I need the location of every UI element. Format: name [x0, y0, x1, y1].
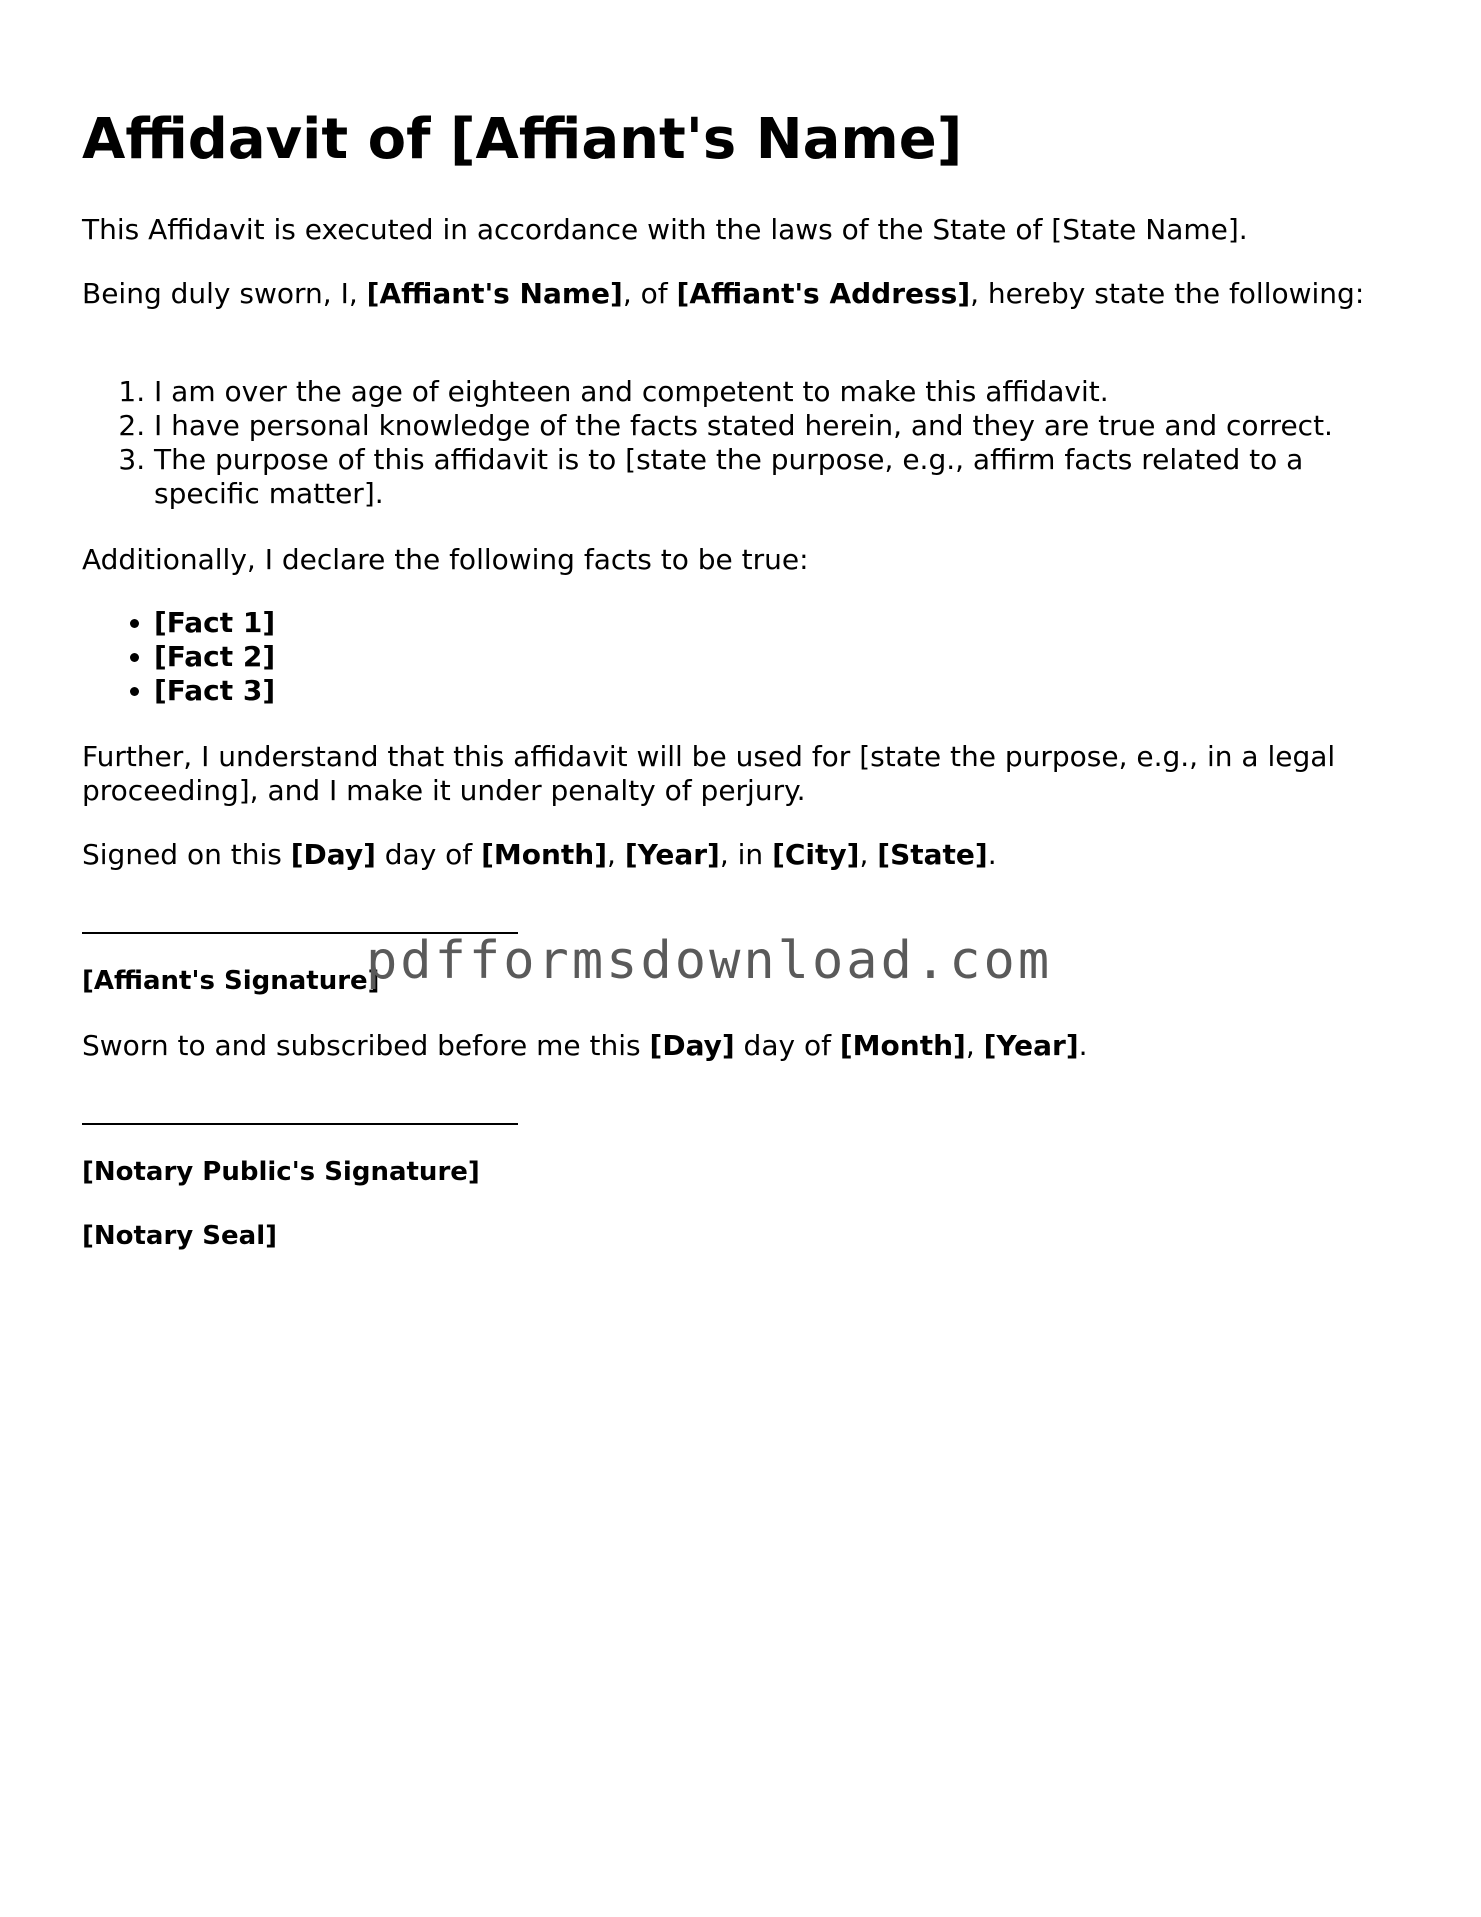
subscribed-prefix: Sworn to and subscribed before me this — [82, 1029, 650, 1062]
signed-month: [Month] — [481, 838, 608, 871]
fact-item: • [Fact 3] — [154, 674, 1412, 708]
subscribed-year: [Year] — [983, 1029, 1079, 1062]
facts-list — [82, 606, 1412, 708]
subscribed-paragraph — [82, 1029, 1412, 1063]
subscribed-end: . — [1078, 1029, 1088, 1062]
fact-item: • [Fact 2] — [154, 640, 1412, 674]
statement-item: 2. I have personal knowledge of the facts stated herein, and they are true and correct. — [154, 409, 1412, 443]
further-paragraph: Further, I understand that this affidavit will be used for [state the purpose, e.g., in a legal proceeding], and I make it under penalty of perjury. — [82, 740, 1336, 807]
affiant-signature-text: [Affiant's Signature] — [82, 966, 380, 996]
watermark: pdfformsdownload.com — [366, 931, 1053, 991]
signed-year: [Year] — [624, 838, 720, 871]
signed-day: [Day] — [290, 838, 376, 871]
notary-seal-label — [82, 1219, 1412, 1253]
affiant-name: [Affiant's Name] — [366, 277, 623, 310]
sworn-suffix: , hereby state the following: — [970, 277, 1365, 310]
signed-city: [City] — [772, 838, 860, 871]
signed-state: [State] — [877, 838, 988, 871]
statement-item: 1. I am over the age of eighteen and competent to make this affidavit. — [154, 375, 1412, 409]
statement-item: 3. The purpose of this affidavit is to [state the purpose, e.g., affirm facts related to a specific matter]. — [154, 443, 1412, 511]
subscribed-day: [Day] — [649, 1029, 735, 1062]
signed-day-of: day of — [375, 838, 482, 871]
signed-prefix: Signed on this — [82, 838, 291, 871]
subscribed-comma: , — [965, 1029, 984, 1062]
facts-intro: Additionally, I declare the following facts to be true: — [82, 543, 809, 576]
signed-comma: , — [607, 838, 625, 871]
sworn-prefix: Being duly sworn, I, — [82, 277, 367, 310]
notary-signature-text: [Notary Public's Signature] — [82, 1157, 480, 1187]
sworn-of: , of — [622, 277, 677, 310]
subscribed-day-of: day of — [734, 1029, 840, 1062]
document-title: Affidavit of [Affiant's Name] — [82, 107, 963, 172]
signed-paragraph — [82, 838, 1412, 872]
signed-comma-2: , — [859, 838, 878, 871]
notary-signature-line — [82, 1123, 518, 1125]
statements-list — [82, 375, 1412, 511]
subscribed-month: [Month] — [839, 1029, 966, 1062]
intro-paragraph: This Affidavit is executed in accordance with the laws of the State of [State Name]. — [82, 213, 1248, 246]
affiant-address: [Affiant's Address] — [676, 277, 971, 310]
fact-item: • [Fact 1] — [154, 606, 1412, 640]
signed-end: . — [987, 838, 997, 871]
notary-signature-label — [82, 1155, 1412, 1189]
notary-seal-text: [Notary Seal] — [82, 1221, 277, 1251]
signed-in: , in — [719, 838, 773, 871]
sworn-statement — [82, 277, 1412, 311]
